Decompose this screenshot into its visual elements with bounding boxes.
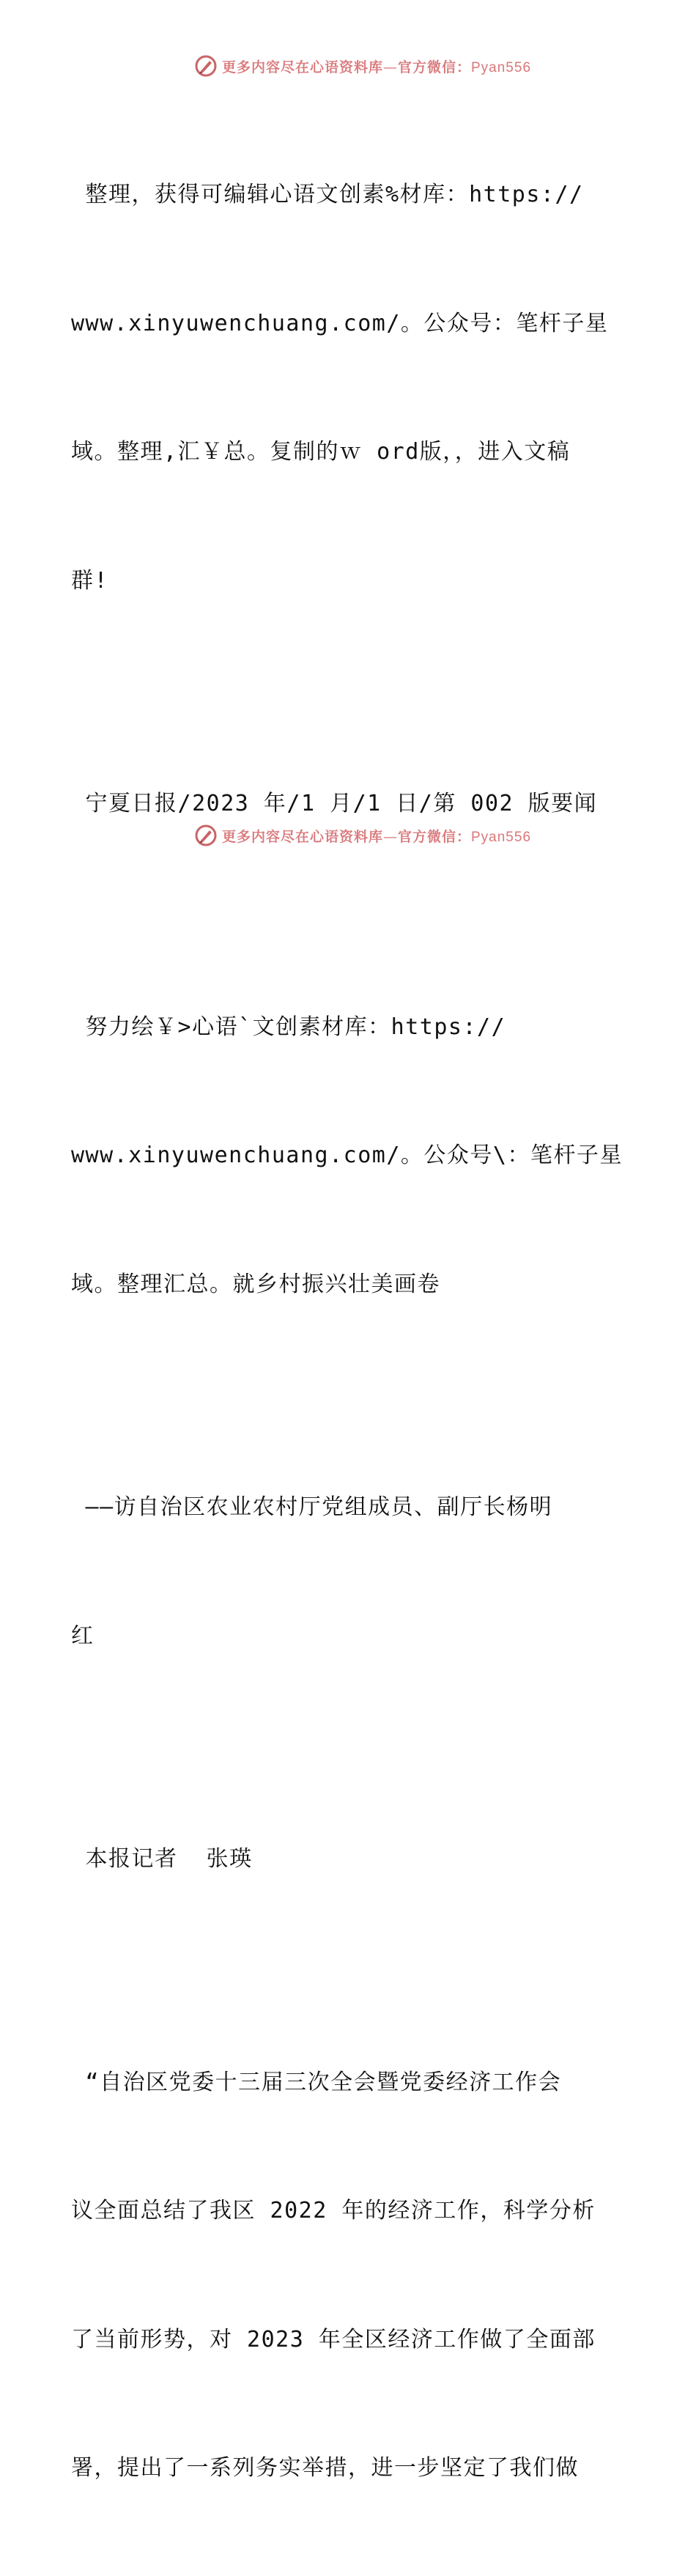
- body-paragraph: [71, 1976, 628, 2576]
- header-banner: [0, 51, 696, 81]
- footer-banner-text: 更多内容尽在心语资料库—官方微信：Pyan556: [221, 828, 532, 845]
- intro-paragraph: [71, 88, 628, 688]
- subtitle: [71, 1400, 628, 1743]
- text-line: 了当前形势，对 2023 年全区经济工作做了全面部: [71, 2326, 596, 2352]
- text-line: 努力绘￥>心语`文创素材库：https://: [71, 1014, 506, 1040]
- dateline-text: 宁夏日报/2023 年/1 月/1 日/第 002 版要闻: [71, 791, 598, 816]
- header-banner-inner: [194, 54, 531, 78]
- text-line: www.xinyuwenchuang.com/。公众号\：笔杆子星: [71, 1143, 623, 1168]
- text-line: 整理，获得可编辑心语文创素%材库：https://: [71, 182, 584, 207]
- text-line: “自治区党委十三届三次全会暨党委经济工作会: [71, 2069, 562, 2095]
- text-line: 域。整理汇总。就乡村振兴壮美画卷: [71, 1271, 440, 1297]
- header-banner-text: 更多内容尽在心语资料库—官方微信：Pyan556: [221, 59, 532, 75]
- dateline: [71, 697, 628, 912]
- document-body: [71, 88, 628, 2576]
- headline: [71, 920, 628, 1392]
- text-line: 域。整理,汇￥总。复制的ｗ ord版，，进入文稿: [71, 439, 571, 465]
- text-line: 署，提出了一系列务实举措，进一步坚定了我们做: [71, 2455, 579, 2481]
- text-line: 群!: [71, 567, 109, 594]
- text-line: ——访自治区农业农村厅党组成员、副厅长杨明: [71, 1494, 553, 1520]
- byline: [71, 1752, 628, 1967]
- text-line: 红: [71, 1623, 95, 1649]
- text-line: www.xinyuwenchuang.com/。公众号：笔杆子星: [71, 310, 609, 336]
- pen-logo-icon: [194, 824, 218, 847]
- text-line: 议全面总结了我区 2022 年的经济工作，科学分析: [71, 2198, 596, 2223]
- footer-banner: [0, 821, 696, 850]
- pen-logo-icon: [194, 54, 218, 78]
- footer-banner-inner: [194, 824, 531, 847]
- byline-text: 本报记者 张瑛: [71, 1846, 253, 1872]
